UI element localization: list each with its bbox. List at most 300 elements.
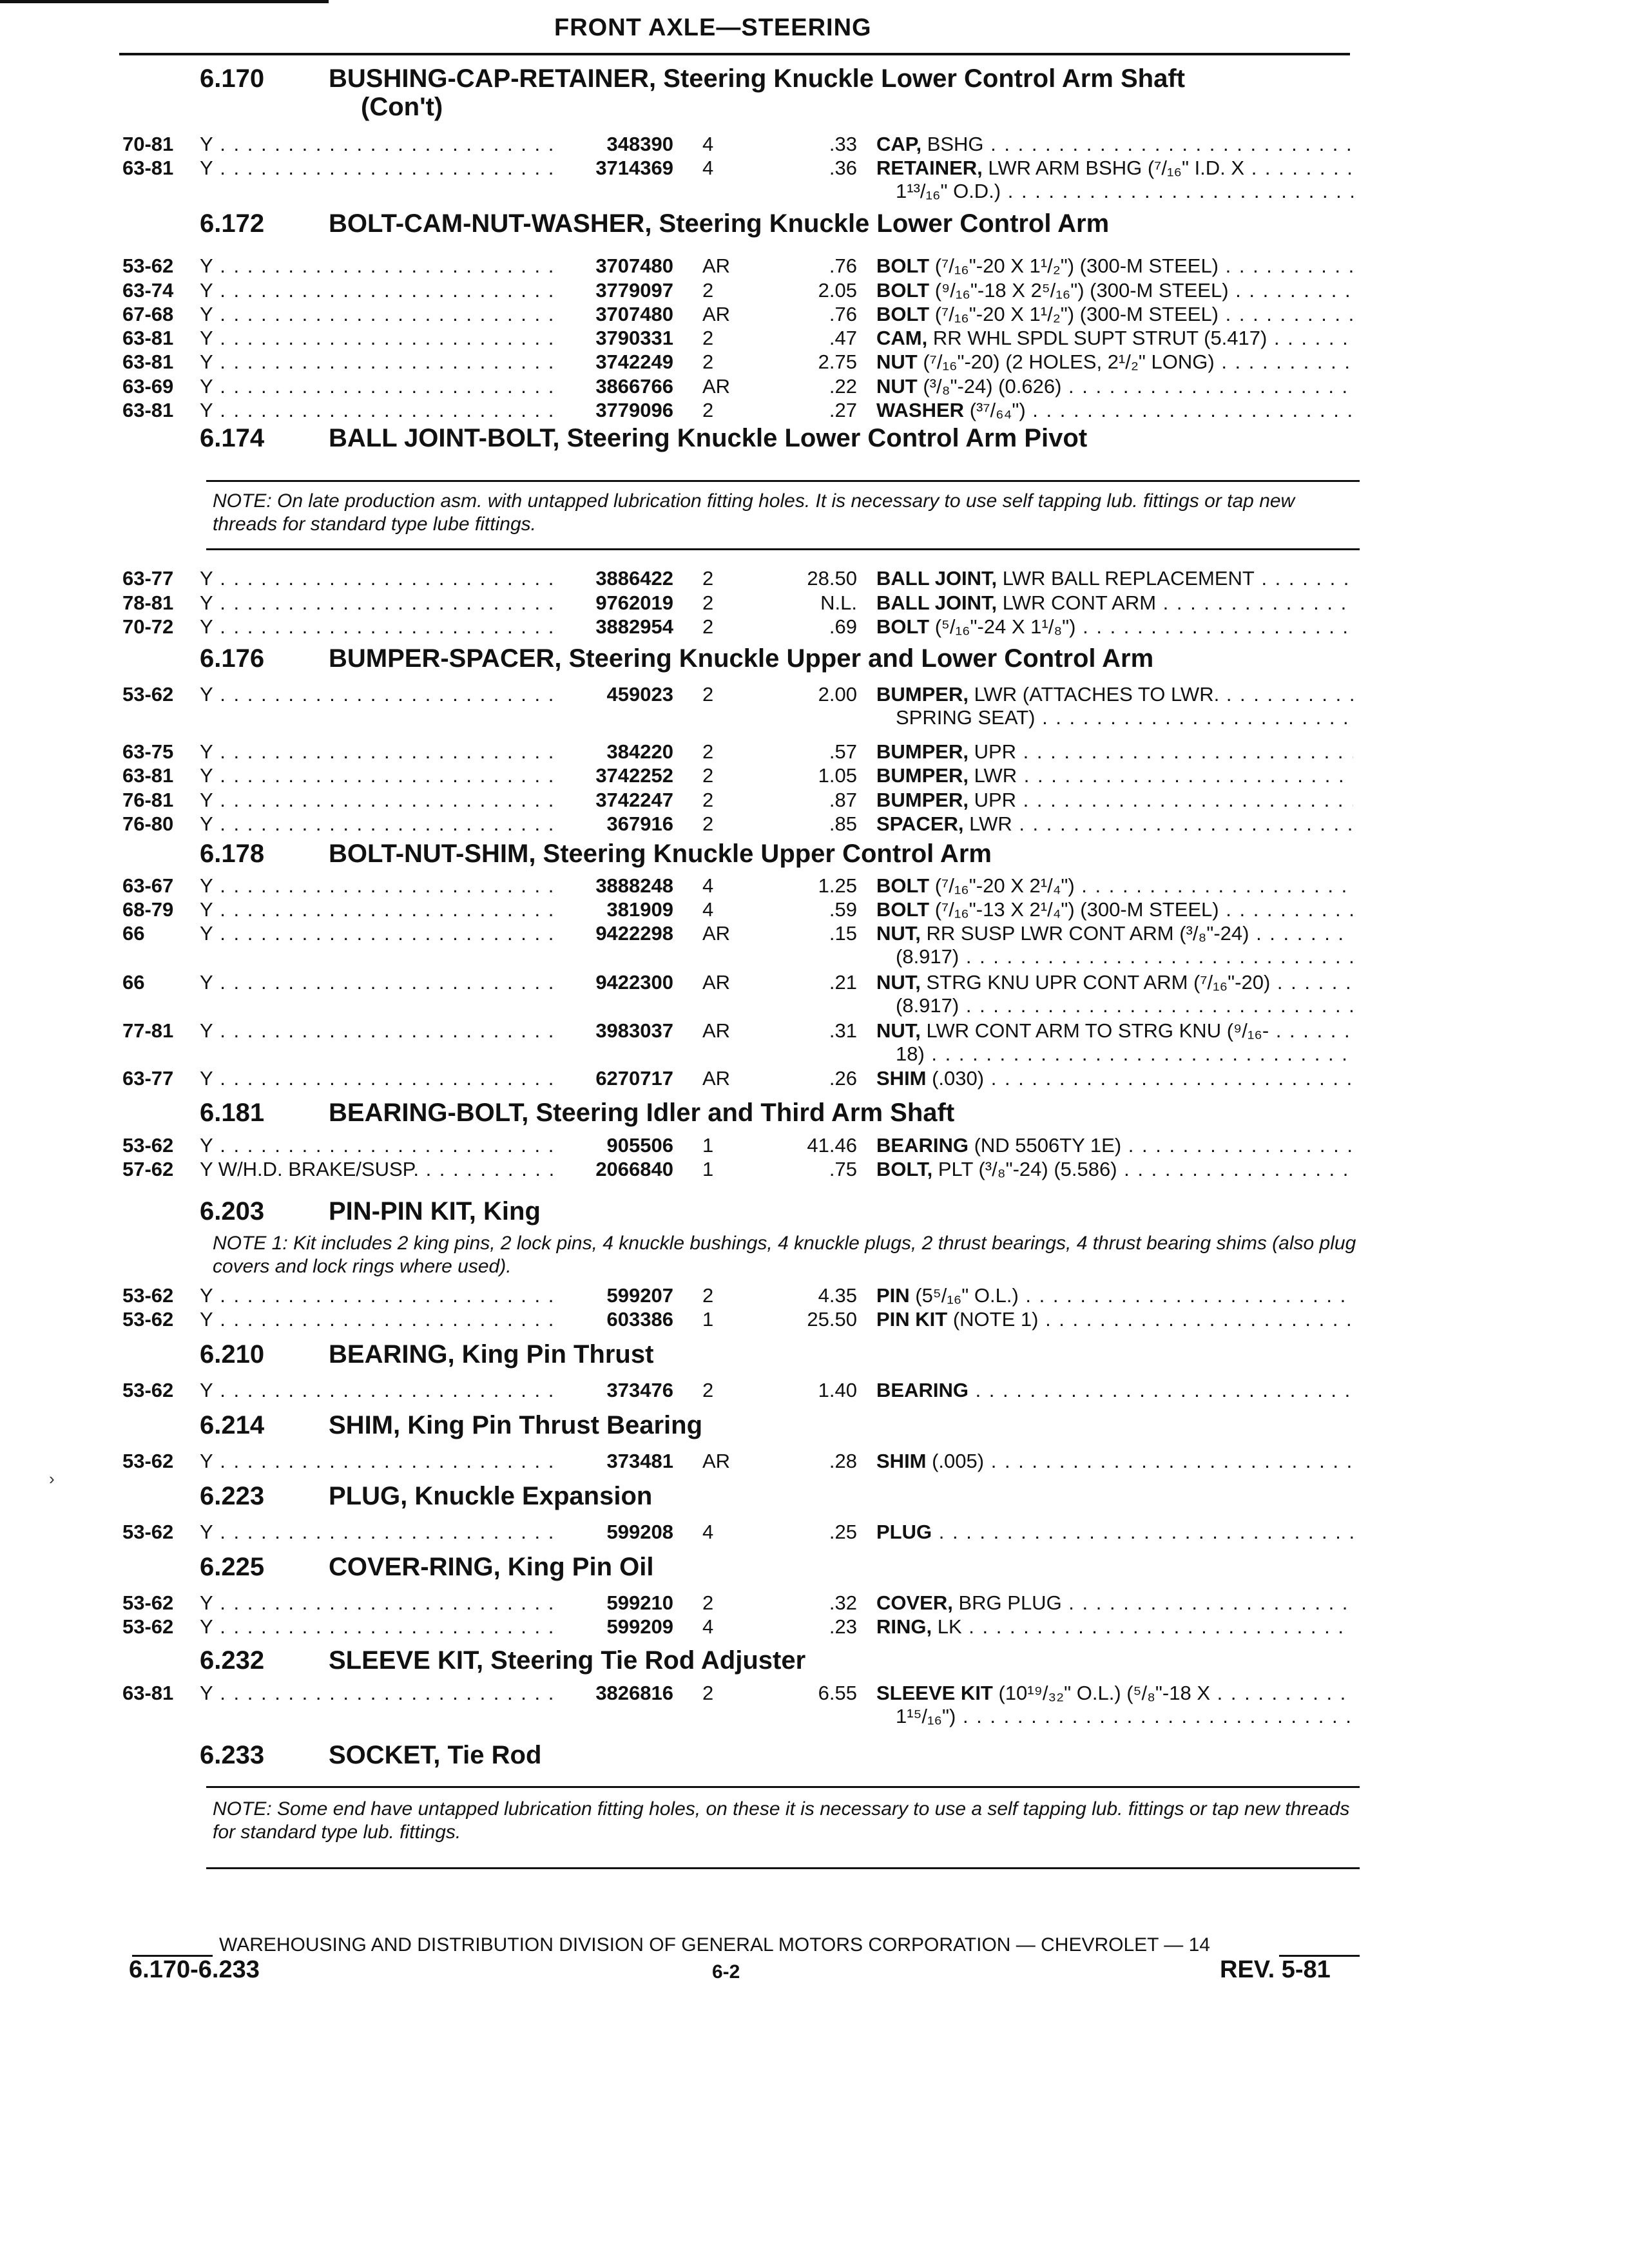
section-heading [0, 840, 1629, 878]
part-description [876, 764, 1353, 787]
part-description-text: (⁷/₁₆"-20 X 1¹/₂") (300-M STEEL) [929, 255, 1219, 277]
part-row [0, 1134, 1629, 1157]
part-row [0, 255, 1629, 278]
part-years: 66 [122, 922, 145, 945]
part-years: 67-68 [122, 303, 174, 325]
part-years: 76-81 [122, 789, 174, 811]
part-model: Y . . . [200, 1134, 554, 1157]
part-price: .69 [829, 615, 857, 638]
page-header-title: FRONT AXLE—STEERING [554, 14, 872, 41]
footer-revision: REV. 5-81 [1220, 1956, 1331, 1983]
part-price: 1.25 [818, 874, 857, 897]
part-description [876, 812, 1353, 836]
part-price: 1.40 [818, 1379, 857, 1401]
part-description-keyword: BOLT, [876, 1158, 933, 1180]
part-description-text: RR SUSP LWR CONT ARM (³/₈"-24) [920, 922, 1249, 945]
part-years: 63-81 [122, 1682, 174, 1704]
part-description-keyword: BOLT [876, 898, 930, 921]
part-quantity: 1 [702, 1158, 714, 1180]
part-description-text: (10¹⁹/₃₂" O.L.) (⁵/₈"-18 X [992, 1682, 1211, 1704]
part-number: 3779097 [595, 279, 673, 302]
top-left-rule [0, 0, 329, 3]
part-price: N.L. [820, 591, 857, 614]
section-title: SLEEVE KIT, Steering Tie Rod Adjuster [329, 1646, 806, 1675]
part-description [876, 567, 1353, 590]
part-description [876, 1521, 1353, 1544]
section-number: 6.170 [200, 64, 265, 93]
section-heading [0, 1646, 1629, 1685]
part-model: Y . . . [200, 764, 554, 787]
part-description-keyword: RETAINER, [876, 157, 983, 179]
part-price: .76 [829, 303, 857, 325]
section-title: BUSHING-CAP-RETAINER, Steering Knuckle Lower Control Arm Shaft [329, 64, 1185, 93]
part-description-keyword: BUMPER, [876, 683, 969, 706]
part-description [876, 1284, 1353, 1307]
part-model: Y . . . [200, 1615, 554, 1639]
part-description-text: RR WHL SPDL SUPT STRUT (5.417) [927, 327, 1268, 349]
section-number: 6.210 [200, 1340, 265, 1369]
header-rule [119, 53, 1350, 55]
section-heading [0, 1741, 1629, 1780]
part-quantity: AR [702, 971, 731, 994]
part-years: 53-62 [122, 1591, 174, 1614]
part-price: 25.50 [807, 1308, 857, 1331]
footer-page-number: 6-2 [712, 1961, 740, 1983]
part-model: Y . . . [200, 567, 554, 590]
part-description [876, 683, 1353, 706]
part-number: 3882954 [595, 615, 673, 638]
part-quantity: AR [702, 922, 731, 945]
part-description-text: (⁷/₁₆"-13 X 2¹/₄") (300-M STEEL) [929, 898, 1219, 921]
part-description-text: (⁷/₁₆"-20) (2 HOLES, 2¹/₂" LONG) [917, 351, 1215, 373]
note-bottom-rule [206, 548, 1360, 550]
part-model: Y . . . [200, 898, 554, 921]
section-number: 6.225 [200, 1553, 265, 1581]
part-quantity: AR [702, 1450, 731, 1472]
part-quantity: 2 [702, 1379, 714, 1401]
part-years: 63-81 [122, 764, 174, 787]
part-years: 63-69 [122, 375, 174, 398]
part-row [0, 399, 1629, 422]
section-heading [0, 644, 1629, 683]
part-description-text: (³⁷/₆₄") [964, 399, 1026, 421]
part-quantity: AR [702, 303, 731, 325]
part-number: 599209 [606, 1615, 673, 1638]
part-years: 63-77 [122, 1067, 174, 1090]
part-quantity: 2 [702, 567, 714, 590]
section-number: 6.223 [200, 1482, 265, 1510]
section-heading [0, 209, 1629, 248]
part-description-text: LWR CONT ARM TO STRG KNU (⁹/₁₆- [920, 1019, 1269, 1042]
part-description-keyword: BEARING [876, 1379, 969, 1401]
part-description-text: BSHG [921, 133, 984, 155]
part-quantity: 2 [702, 1682, 714, 1704]
part-model: Y . . . [200, 157, 554, 180]
part-description-text: BRG PLUG [952, 1591, 1062, 1614]
part-model: Y . . . [200, 279, 554, 302]
part-years: 53-62 [122, 1521, 174, 1543]
section-number: 6.214 [200, 1411, 265, 1439]
part-number: 3742249 [595, 351, 673, 373]
section-title-continued: (Con't) [361, 93, 443, 121]
part-price: .33 [829, 133, 857, 155]
part-model: Y . . . [200, 1521, 554, 1544]
part-price: .25 [829, 1521, 857, 1543]
part-price: .21 [829, 971, 857, 994]
part-quantity: 4 [702, 133, 714, 155]
part-number: 3826816 [595, 1682, 673, 1704]
part-quantity: 1 [702, 1134, 714, 1157]
part-model: Y . . . [200, 133, 554, 156]
part-number: 599208 [606, 1521, 673, 1543]
section-note: NOTE: On late production asm. with untapped lubrication fitting holes. It is necessary to use self tapping lub. fittings or tap new threads for standard type lube fittings. [213, 490, 1295, 535]
part-model: Y . . . [200, 375, 554, 398]
part-description-keyword: RING, [876, 1615, 932, 1638]
part-model: Y . . . [200, 1591, 554, 1615]
part-row [0, 591, 1629, 615]
part-row [0, 874, 1629, 898]
part-model: Y . . . [200, 971, 554, 994]
part-description-keyword: BOLT [876, 615, 930, 638]
section-title: BEARING, King Pin Thrust [329, 1340, 654, 1369]
part-years: 53-62 [122, 1284, 174, 1307]
part-years: 63-81 [122, 327, 174, 349]
part-row [0, 1158, 1629, 1181]
part-description-text: LWR [968, 764, 1017, 787]
part-number: 367916 [606, 812, 673, 835]
part-description-text: (.030) [926, 1067, 985, 1090]
section-title: PLUG, Knuckle Expansion [329, 1482, 653, 1510]
part-row [0, 327, 1629, 350]
section-title: BEARING-BOLT, Steering Idler and Third Arm Shaft [329, 1099, 955, 1127]
note-top-rule [206, 1786, 1360, 1788]
part-description-keyword: CAP, [876, 133, 922, 155]
part-description-text: STRG KNU UPR CONT ARM (⁷/₁₆"-20) [920, 971, 1271, 994]
part-description [876, 874, 1353, 898]
part-years: 63-67 [122, 874, 174, 897]
part-description-text: LWR [963, 812, 1012, 835]
part-price: 6.55 [818, 1682, 857, 1704]
part-model: Y . . . [200, 1379, 554, 1402]
part-row [0, 375, 1629, 398]
part-quantity: 2 [702, 615, 714, 638]
part-number: 3983037 [595, 1019, 673, 1042]
part-quantity: 2 [702, 764, 714, 787]
part-number: 3742247 [595, 789, 673, 811]
section-number: 6.178 [200, 840, 265, 868]
part-row [0, 789, 1629, 812]
part-row [0, 740, 1629, 764]
part-row [0, 567, 1629, 590]
part-price: 2.75 [818, 351, 857, 373]
part-description [876, 615, 1353, 639]
part-description-text: UPR [968, 740, 1017, 763]
part-quantity: 4 [702, 874, 714, 897]
part-description-text: LWR ARM BSHG (⁷/₁₆" I.D. X [982, 157, 1245, 179]
part-model: Y . . . [200, 591, 554, 615]
part-description [876, 1019, 1353, 1043]
part-price: .87 [829, 789, 857, 811]
part-row [0, 1682, 1629, 1705]
part-description [876, 922, 1353, 945]
part-price: 4.35 [818, 1284, 857, 1307]
section-title: COVER-RING, King Pin Oil [329, 1553, 654, 1581]
part-description [876, 375, 1353, 398]
part-description-keyword: BOLT [876, 255, 930, 277]
part-model: Y W/H.D. BRAKE/SUSP. . . . [200, 1158, 554, 1181]
part-number: 9762019 [595, 591, 673, 614]
section-number: 6.232 [200, 1646, 265, 1675]
part-number: 459023 [606, 683, 673, 706]
part-model: Y . . . [200, 1284, 554, 1307]
part-model: Y . . . [200, 1308, 554, 1331]
part-description-text: PLT (³/₈"-24) (5.586) [932, 1158, 1117, 1180]
section-number: 6.176 [200, 644, 265, 673]
part-number: 2066840 [595, 1158, 673, 1180]
part-description [876, 303, 1353, 326]
part-row [0, 971, 1629, 994]
part-description-text: (NOTE 1) [947, 1308, 1039, 1331]
part-price: 1.05 [818, 764, 857, 787]
part-description [876, 133, 1353, 156]
section-number: 6.181 [200, 1099, 265, 1127]
part-years: 53-62 [122, 1379, 174, 1401]
part-description [876, 1379, 1353, 1402]
part-description-continued: (8.917) . . . [896, 994, 1353, 1017]
part-price: .15 [829, 922, 857, 945]
part-number: 3886422 [595, 567, 673, 590]
part-row [0, 898, 1629, 921]
part-number: 3742252 [595, 764, 673, 787]
part-price: .59 [829, 898, 857, 921]
part-years: 63-81 [122, 351, 174, 373]
section-title: SOCKET, Tie Rod [329, 1741, 542, 1769]
part-description-keyword: SHIM [876, 1067, 927, 1090]
part-description [876, 1682, 1353, 1705]
part-row [0, 1067, 1629, 1090]
part-price: .22 [829, 375, 857, 398]
part-description [876, 399, 1353, 422]
part-model: Y . . . [200, 351, 554, 374]
section-heading [0, 1553, 1629, 1591]
part-model: Y . . . [200, 812, 554, 836]
part-description-text: LWR (ATTACHES TO LWR. [968, 683, 1220, 706]
part-quantity: 2 [702, 399, 714, 421]
part-years: 63-81 [122, 157, 174, 179]
note-top-rule [206, 480, 1360, 482]
part-years: 63-75 [122, 740, 174, 763]
section-heading [0, 1340, 1629, 1379]
part-row [0, 1521, 1629, 1544]
part-model: Y . . . [200, 683, 554, 706]
part-quantity: 2 [702, 683, 714, 706]
part-description-keyword: BUMPER, [876, 764, 969, 787]
part-years: 53-62 [122, 1134, 174, 1157]
part-description [876, 1591, 1353, 1615]
part-years: 66 [122, 971, 145, 994]
part-description-keyword: BOLT [876, 279, 930, 302]
part-quantity: 2 [702, 1591, 714, 1614]
part-model: Y . . . [200, 1067, 554, 1090]
part-price: .47 [829, 327, 857, 349]
part-price: .27 [829, 399, 857, 421]
part-number: 3866766 [595, 375, 673, 398]
part-description-keyword: NUT, [876, 1019, 921, 1042]
part-model: Y . . . [200, 1019, 554, 1043]
section-heading [0, 1411, 1629, 1450]
part-quantity: 2 [702, 351, 714, 373]
part-description-keyword: SPACER, [876, 812, 964, 835]
part-quantity: 4 [702, 157, 714, 179]
part-description [876, 327, 1353, 350]
part-row [0, 1591, 1629, 1615]
part-description [876, 1308, 1353, 1331]
section-number: 6.174 [200, 424, 265, 452]
part-model: Y . . . [200, 789, 554, 812]
part-description-keyword: BEARING [876, 1134, 969, 1157]
part-description-keyword: NUT [876, 351, 918, 373]
part-years: 76-80 [122, 812, 174, 835]
part-description-keyword: PLUG [876, 1521, 932, 1543]
part-number: 3714369 [595, 157, 673, 179]
part-number: 9422300 [595, 971, 673, 994]
section-title: BUMPER-SPACER, Steering Knuckle Upper and Lower Control Arm [329, 644, 1154, 673]
part-row [0, 157, 1629, 180]
part-price: 2.05 [818, 279, 857, 302]
part-description [876, 157, 1353, 180]
part-row [0, 351, 1629, 374]
part-description-keyword: CAM, [876, 327, 928, 349]
part-price: .57 [829, 740, 857, 763]
part-description-keyword: BUMPER, [876, 789, 969, 811]
part-number: 3707480 [595, 255, 673, 277]
section-heading [0, 1099, 1629, 1137]
part-number: 3888248 [595, 874, 673, 897]
section-heading [0, 1197, 1629, 1236]
part-description-continued: 1¹⁵/₁₆") . . . [896, 1705, 1353, 1728]
footer-division: WAREHOUSING AND DISTRIBUTION DIVISION OF GENERAL MOTORS CORPORATION — CHEVROLET — 14 [219, 1934, 1210, 1956]
part-row [0, 764, 1629, 787]
part-quantity: 4 [702, 898, 714, 921]
part-years: 63-77 [122, 567, 174, 590]
part-row [0, 812, 1629, 836]
part-description-text: LWR BALL REPLACEMENT [997, 567, 1255, 590]
part-quantity: 4 [702, 1615, 714, 1638]
part-model: Y . . . [200, 922, 554, 945]
part-quantity: 2 [702, 789, 714, 811]
section-title: BALL JOINT-BOLT, Steering Knuckle Lower Control Arm Pivot [329, 424, 1088, 452]
part-price: 2.00 [818, 683, 857, 706]
part-model: Y . . . [200, 399, 554, 422]
footer-section-range: 6.170-6.233 [129, 1956, 260, 1983]
part-description [876, 1450, 1353, 1473]
part-row [0, 1308, 1629, 1331]
part-row [0, 615, 1629, 639]
part-description-keyword: WASHER [876, 399, 965, 421]
part-model: Y . . . [200, 874, 554, 898]
part-years: 70-72 [122, 615, 174, 638]
part-years: 78-81 [122, 591, 174, 614]
part-row [0, 1450, 1629, 1473]
part-description [876, 789, 1353, 812]
part-years: 63-81 [122, 399, 174, 421]
part-quantity: AR [702, 255, 731, 277]
part-price: .36 [829, 157, 857, 179]
part-model: Y . . . [200, 255, 554, 278]
part-quantity: 1 [702, 1308, 714, 1331]
part-number: 599210 [606, 1591, 673, 1614]
part-description [876, 591, 1353, 615]
part-number: 6270717 [595, 1067, 673, 1090]
part-description [876, 279, 1353, 302]
part-quantity: 4 [702, 1521, 714, 1543]
part-description-text: LWR CONT ARM [997, 591, 1157, 614]
part-number: 373476 [606, 1379, 673, 1401]
part-description-keyword: BALL JOINT, [876, 567, 998, 590]
part-number: 348390 [606, 133, 673, 155]
part-years: 53-62 [122, 1615, 174, 1638]
section-heading [0, 424, 1629, 463]
part-description-text: (ND 5506TY 1E) [968, 1134, 1122, 1157]
part-price: .85 [829, 812, 857, 835]
part-description-text: (³/₈"-24) (0.626) [917, 375, 1062, 398]
part-years: 68-79 [122, 898, 174, 921]
part-years: 57-62 [122, 1158, 174, 1180]
part-description [876, 1134, 1353, 1157]
part-description [876, 971, 1353, 994]
part-row [0, 683, 1629, 706]
part-quantity: AR [702, 1067, 731, 1090]
part-row [0, 1284, 1629, 1307]
part-description-keyword: BOLT [876, 303, 930, 325]
part-row [0, 922, 1629, 945]
section-title: BOLT-CAM-NUT-WASHER, Steering Knuckle Lower Control Arm [329, 209, 1110, 238]
part-quantity: 2 [702, 591, 714, 614]
part-description [876, 255, 1353, 278]
part-row [0, 133, 1629, 156]
part-price: 41.46 [807, 1134, 857, 1157]
part-price: .31 [829, 1019, 857, 1042]
part-row [0, 1019, 1629, 1043]
part-description-text: (⁷/₁₆"-20 X 1¹/₂") (300-M STEEL) [929, 303, 1219, 325]
part-number: 603386 [606, 1308, 673, 1331]
part-description-text: (⁵/₁₆"-24 X 1¹/₈") [929, 615, 1076, 638]
section-title: BOLT-NUT-SHIM, Steering Knuckle Upper Control Arm [329, 840, 992, 868]
section-title: PIN-PIN KIT, King [329, 1197, 541, 1225]
part-years: 53-62 [122, 1308, 174, 1331]
part-description-continued: (8.917) . . . [896, 945, 1353, 968]
margin-mark: › [49, 1469, 55, 1488]
part-price: .32 [829, 1591, 857, 1614]
part-description-keyword: BUMPER, [876, 740, 969, 763]
section-number: 6.172 [200, 209, 265, 238]
section-heading [0, 64, 1629, 121]
part-years: 77-81 [122, 1019, 174, 1042]
part-description-keyword: PIN [876, 1284, 910, 1307]
section-number: 6.233 [200, 1741, 265, 1769]
part-price: .76 [829, 255, 857, 277]
part-number: 9422298 [595, 922, 673, 945]
part-quantity: 2 [702, 1284, 714, 1307]
part-description [876, 1067, 1353, 1090]
part-number: 384220 [606, 740, 673, 763]
part-quantity: AR [702, 375, 731, 398]
part-description-keyword: BOLT [876, 874, 930, 897]
part-description [876, 898, 1353, 921]
note-bottom-rule [206, 1867, 1360, 1869]
part-row [0, 1379, 1629, 1402]
part-description-keyword: NUT, [876, 971, 921, 994]
